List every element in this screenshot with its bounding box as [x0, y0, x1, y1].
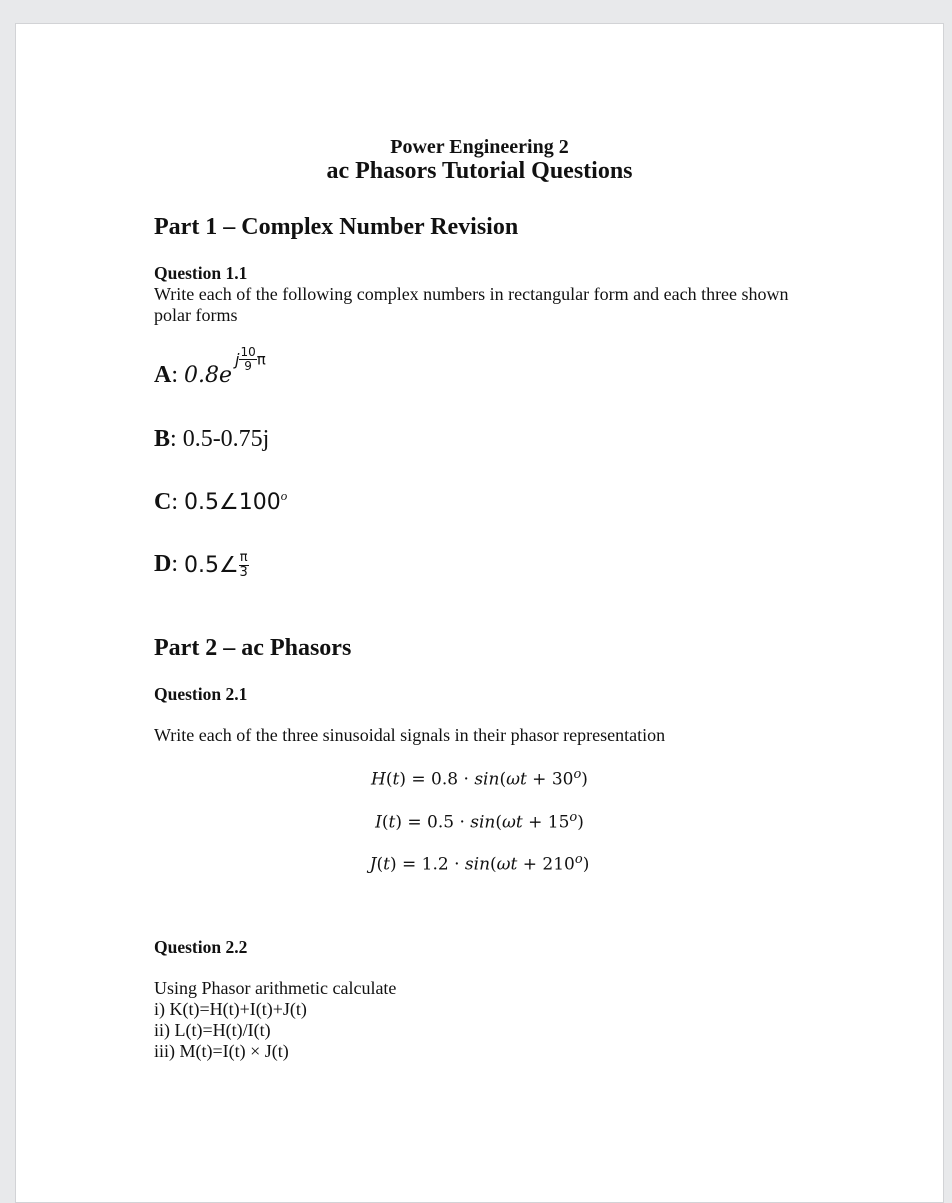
- equation-j: $J(t) = 1.2 \cdot \sin(\omega t + 210^o)$: [369, 852, 590, 875]
- equation-j-lhs: J: [369, 854, 377, 875]
- item-d-frac-den: 3: [239, 565, 248, 580]
- part1-heading: Part 1 – Complex Number Revision: [154, 214, 519, 240]
- item-a-exp-pi: π: [256, 350, 266, 369]
- item-c-value: 0.5∠100: [184, 490, 281, 515]
- question-2-2-task-1: i) K(t)=H(t)+I(t)+J(t): [154, 999, 307, 1019]
- equation-i-fn: sin: [470, 812, 496, 833]
- equation-j-arg: ωt: [496, 854, 518, 875]
- question-2-2-intro: Using Phasor arithmetic calculate: [154, 978, 397, 998]
- equation-i-rhs: = 0.5 ·: [407, 812, 471, 833]
- question-2-2-label: Question 2.2: [154, 937, 248, 957]
- equation-i-angle: + 15: [522, 812, 570, 833]
- equation-h-rhs: = 0.8 ·: [411, 769, 475, 790]
- equation-i-arg: ωt: [502, 812, 523, 833]
- equation-j-rhs: = 1.2 ·: [402, 854, 465, 875]
- question-2-2-task-3: iii) M(t)=I(t) × J(t): [154, 1041, 289, 1061]
- item-d: D: 0.5∠ $\frac{\pi}{3}$: [154, 550, 248, 580]
- equation-h: $H(t) = 0.8 \cdot \sin(\omega t + 30^o)$: [371, 767, 588, 790]
- equation-h-fn: sin: [474, 769, 500, 790]
- equation-h-angle: + 30: [526, 769, 574, 790]
- item-c: C: 0.5∠100$^o$: [154, 488, 288, 515]
- item-a-exp-fraction: [239, 346, 256, 373]
- item-a-exp-den: 9: [244, 359, 252, 373]
- question-1-1-label: Question 1.1: [154, 263, 248, 283]
- equation-i-degree: o: [569, 810, 578, 825]
- item-a-exp-num: 10: [240, 345, 256, 359]
- equation-i-lhs: I: [375, 812, 382, 833]
- item-a-exponent: [235, 346, 266, 373]
- document-page: [15, 23, 944, 1203]
- item-a: A: 0.8e: [154, 362, 233, 388]
- item-a-label: A: [154, 362, 172, 388]
- question-1-1-text-line2: polar forms: [154, 305, 238, 325]
- item-b-label: B: [154, 426, 171, 452]
- part2-heading: Part 2 – ac Phasors: [154, 635, 352, 661]
- item-c-label: C: [154, 489, 172, 515]
- course-title: Power Engineering 2: [390, 136, 569, 158]
- item-d-frac-num: π: [239, 550, 248, 565]
- equation-i: $I(t) = 0.5 \cdot \sin(\omega t + 15^o)$: [375, 810, 584, 833]
- equation-j-fn: sin: [464, 854, 491, 875]
- item-d-fraction: [239, 551, 249, 580]
- item-b-value: 0.5-0.75j: [182, 426, 270, 452]
- equation-j-angle: + 210: [517, 854, 575, 875]
- item-a-value: 0.8e: [184, 363, 233, 388]
- equation-h-degree: o: [573, 767, 582, 782]
- item-b: B: 0.5-0.75j: [154, 426, 270, 452]
- equation-h-lhs: H: [371, 769, 386, 790]
- equation-h-arg: ωt: [506, 769, 527, 790]
- question-2-1-label: Question 2.1: [154, 684, 248, 704]
- equation-j-degree: o: [574, 852, 583, 867]
- item-d-label: D: [154, 551, 172, 578]
- item-c-degree: o: [280, 488, 288, 503]
- question-2-1-text: Write each of the three sinusoidal signals in their phasor representation: [154, 725, 666, 745]
- question-1-1-text-line1: Write each of the following complex numbers in rectangular form and each three shown: [154, 284, 789, 304]
- item-a-exp-j: j: [235, 350, 240, 369]
- question-2-2-task-2: ii) L(t)=H(t)/I(t): [154, 1020, 271, 1040]
- document-title: ac Phasors Tutorial Questions: [326, 158, 633, 184]
- item-d-value: 0.5∠: [184, 553, 239, 578]
